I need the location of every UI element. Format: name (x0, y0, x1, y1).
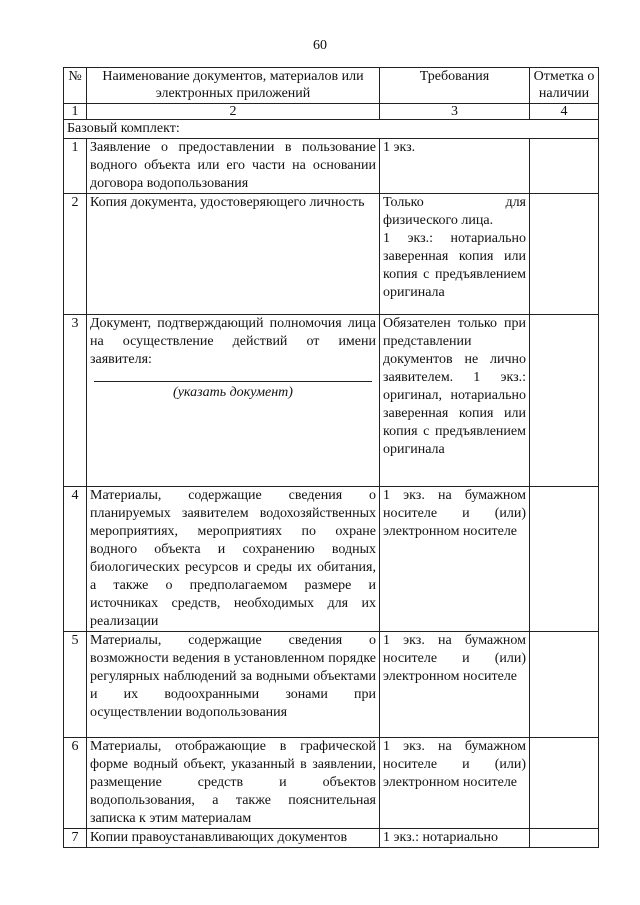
col-index-1: 1 (64, 104, 87, 120)
column-index-row (64, 104, 599, 120)
col-index-4: 4 (530, 104, 599, 120)
fill-in-line (94, 381, 372, 382)
header-num: № (64, 68, 87, 104)
table-row (64, 632, 599, 738)
documents-table (63, 67, 599, 848)
table-row (64, 194, 599, 315)
mark-cell (530, 315, 599, 487)
mark-cell (530, 738, 599, 829)
document-name: Документ, подтверждающий полномочия лица на осуществление действий от имени заявителя: (90, 316, 376, 367)
document-name-cell (87, 315, 380, 487)
fill-in-hint: (указать документ) (173, 385, 293, 400)
requirements: 1 экз. на бумажном носителе и (или) электронном носителе (380, 632, 530, 738)
header-requirements: Требования (380, 68, 530, 104)
table-row (64, 738, 599, 829)
col-index-2: 2 (87, 104, 380, 120)
row-number: 7 (64, 829, 87, 848)
section-title: Базовый комплект: (64, 120, 599, 139)
row-number: 3 (64, 315, 87, 487)
header-name: Наименование документов, материалов или электронных приложений (87, 68, 380, 104)
document-name: Копии правоустанавливающих документов (87, 829, 380, 848)
table-row (64, 829, 599, 848)
requirements: 1 экз. (380, 139, 530, 194)
requirements: Только для физического лица. 1 экз.: нотариально заверенная копия или копия с предъявлением оригинала (380, 194, 530, 315)
mark-cell (530, 487, 599, 632)
row-number: 2 (64, 194, 87, 315)
page-number: 60 (313, 38, 327, 53)
row-number: 5 (64, 632, 87, 738)
requirements: 1 экз. на бумажном носителе и (или) электронном носителе (380, 487, 530, 632)
row-number: 1 (64, 139, 87, 194)
mark-cell (530, 829, 599, 848)
document-name: Материалы, содержащие сведения о возможности ведения в установленном порядке регулярных наблюдений за водными объектами и их водоохранными зонами при осуществлении водопользования (87, 632, 380, 738)
row-number: 6 (64, 738, 87, 829)
mark-cell (530, 632, 599, 738)
document-name: Копия документа, удостоверяющего личность (87, 194, 380, 315)
table-row (64, 139, 599, 194)
mark-cell (530, 194, 599, 315)
row-number: 4 (64, 487, 87, 632)
header-mark: Отметка о наличии (530, 68, 599, 104)
document-name: Заявление о предоставлении в пользование водного объекта или его части на основании договора водопользования (87, 139, 380, 194)
document-name: Материалы, отображающие в графической форме водный объект, указанный в заявлении, размещение средств и объектов водопользования, а также пояснительная записка к этим материалам (87, 738, 380, 829)
requirements: 1 экз.: нотариально (380, 829, 530, 848)
header-row (64, 68, 599, 104)
document-name: Материалы, содержащие сведения о планируемых заявителем водохозяйственных мероприятиях, мероприятиях по охране водного объекта и сохранению водных биологических ресурсов и среды их обитания, а также о предполагаемом размере и источниках средств, необходимых для их реализации (87, 487, 380, 632)
requirements: Обязателен только при представлении документов не лично заявителем. 1 экз.: оригинал, нотариально заверенная копия или копия с предъявлением оригинала (380, 315, 530, 487)
table-row (64, 315, 599, 487)
section-row (64, 120, 599, 139)
requirements: 1 экз. на бумажном носителе и (или) электронном носителе (380, 738, 530, 829)
mark-cell (530, 139, 599, 194)
col-index-3: 3 (380, 104, 530, 120)
table-row (64, 487, 599, 632)
